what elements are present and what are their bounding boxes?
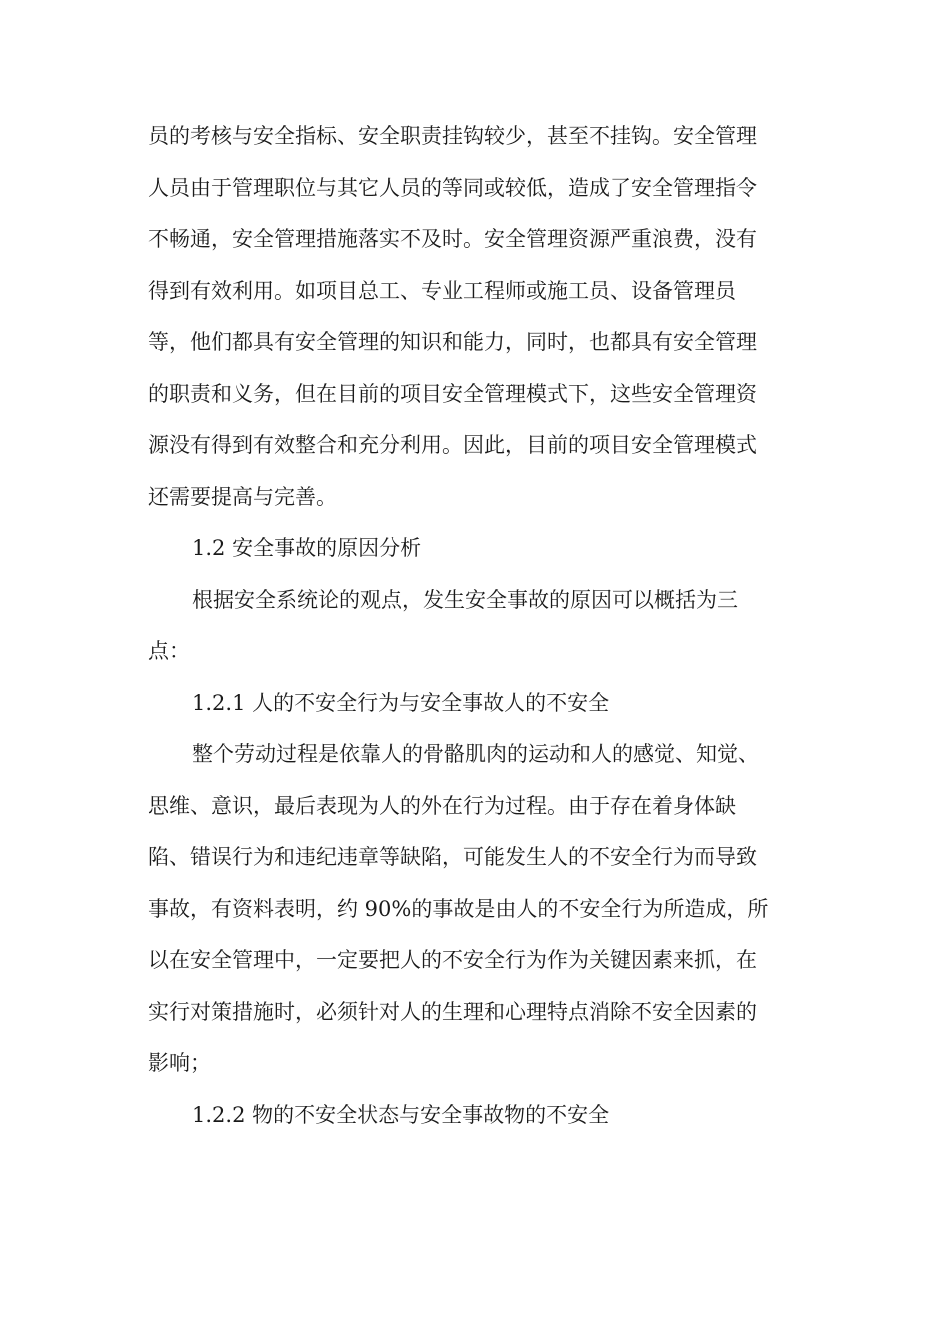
body-text-line: 还需要提高与完善。 <box>148 485 337 509</box>
body-text-line: 实行对策措施时，必须针对人的生理和心理特点消除不安全因素的 <box>148 1000 757 1024</box>
body-text-line: 影响； <box>148 1051 211 1075</box>
body-text-line: 思维、意识，最后表现为人的外在行为过程。由于存在着身体缺 <box>148 794 736 818</box>
body-text-line: 整个劳动过程是依靠人的骨骼肌肉的运动和人的感觉、知觉、 <box>192 742 759 766</box>
body-text-line: 的职责和义务，但在目前的项目安全管理模式下，这些安全管理资 <box>148 382 757 406</box>
subsection-heading: 1.2.1 人的不安全行为与安全事故人的不安全 <box>192 691 610 715</box>
body-text-line: 陷、错误行为和违纪违章等缺陷，可能发生人的不安全行为而导致 <box>148 845 757 869</box>
body-text-line: 人员由于管理职位与其它人员的等同或较低，造成了安全管理指令 <box>148 176 757 200</box>
body-text-line: 点： <box>148 639 190 663</box>
body-text-line: 以在安全管理中，一定要把人的不安全行为作为关键因素来抓，在 <box>148 948 757 972</box>
body-text-line: 等，他们都具有安全管理的知识和能力，同时，也都具有安全管理 <box>148 330 757 354</box>
body-text-line: 源没有得到有效整合和充分利用。因此，目前的项目安全管理模式 <box>148 433 757 457</box>
body-text-line: 得到有效利用。如项目总工、专业工程师或施工员、设备管理员 <box>148 279 736 303</box>
body-text-line: 事故，有资料表明，约 90%的事故是由人的不安全行为所造成，所 <box>148 897 769 921</box>
body-text-line: 员的考核与安全指标、安全职责挂钩较少，甚至不挂钩。安全管理 <box>148 124 757 148</box>
body-text-line: 根据安全系统论的观点，发生安全事故的原因可以概括为三 <box>192 588 738 612</box>
section-heading: 1.2 安全事故的原因分析 <box>192 536 422 560</box>
body-text-line: 不畅通，安全管理措施落实不及时。安全管理资源严重浪费，没有 <box>148 227 757 251</box>
subsection-heading: 1.2.2 物的不安全状态与安全事故物的不安全 <box>192 1103 610 1127</box>
